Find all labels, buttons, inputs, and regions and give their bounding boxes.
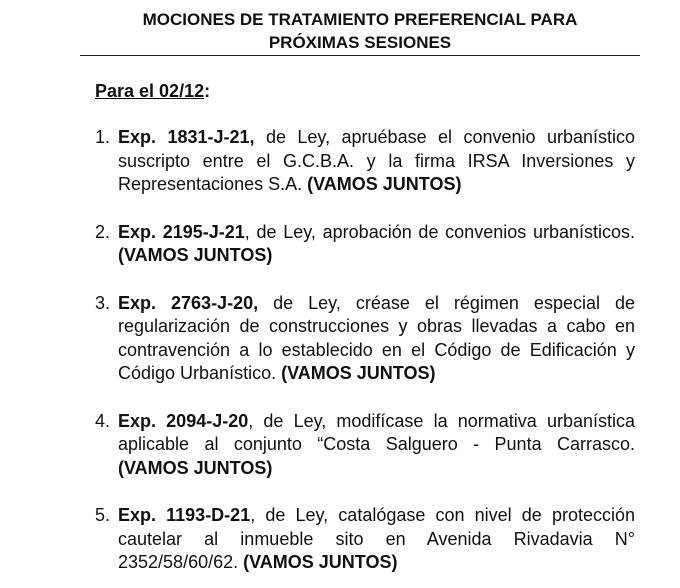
title-line-1: MOCIONES DE TRATAMIENTO PREFERENCIAL PARA xyxy=(142,10,578,29)
item-number: 5. xyxy=(95,505,111,525)
list-item xyxy=(95,504,635,575)
item-bloc: (VAMOS JUNTOS) xyxy=(118,245,273,265)
item-description: de Ley, créase el régimen especial de regularización de construcciones y obras llevadas a cabo en contravención a lo establecido en el Código de Edificación y Código Urbanístico. xyxy=(118,292,636,383)
list-item xyxy=(95,126,635,197)
list-item xyxy=(95,410,635,481)
item-exp-code: Exp. 1831-J-21, xyxy=(118,127,255,147)
section-date-text: Para el 02/12 xyxy=(95,81,205,101)
motions-list xyxy=(95,126,635,575)
item-bloc: (VAMOS JUNTOS) xyxy=(281,363,436,383)
item-number: 1. xyxy=(95,127,111,147)
item-exp-code: Exp. 1193-D-21 xyxy=(118,505,251,525)
item-bloc: (VAMOS JUNTOS) xyxy=(243,552,398,572)
document-title xyxy=(80,8,640,56)
item-exp-code: Exp. 2763-J-20, xyxy=(118,292,259,313)
section-date-colon: : xyxy=(204,81,211,101)
item-bloc: (VAMOS JUNTOS) xyxy=(307,174,462,194)
item-number: 3. xyxy=(95,292,111,313)
item-number: 4. xyxy=(95,410,111,431)
item-description: de Ley, apruébase el convenio urbanístico suscripto entre el G.C.B.A. y la firma IRSA Inversiones y Representaciones S.A. xyxy=(118,127,635,194)
item-number: 2. xyxy=(95,221,111,242)
list-item xyxy=(95,292,635,386)
item-exp-code: Exp. 2195-J-21 xyxy=(118,221,245,242)
item-description: , de Ley, aprobación de convenios urbanísticos. xyxy=(244,221,635,242)
item-exp-code: Exp. 2094-J-20 xyxy=(118,410,249,431)
item-description: , de Ley, modifícase la normativa urbanística aplicable al conjunto “Costa Salguero - Punta Carrasco. xyxy=(118,410,636,454)
section-date-label xyxy=(95,80,210,102)
item-bloc: (VAMOS JUNTOS) xyxy=(118,457,273,478)
title-line-2: PRÓXIMAS SESIONES xyxy=(268,33,452,52)
item-description: , de Ley, catalógase con nivel de protección cautelar al inmueble sito en Avenida Rivadavia N° 2352/58/60/62. xyxy=(118,505,635,572)
list-item xyxy=(95,221,635,268)
